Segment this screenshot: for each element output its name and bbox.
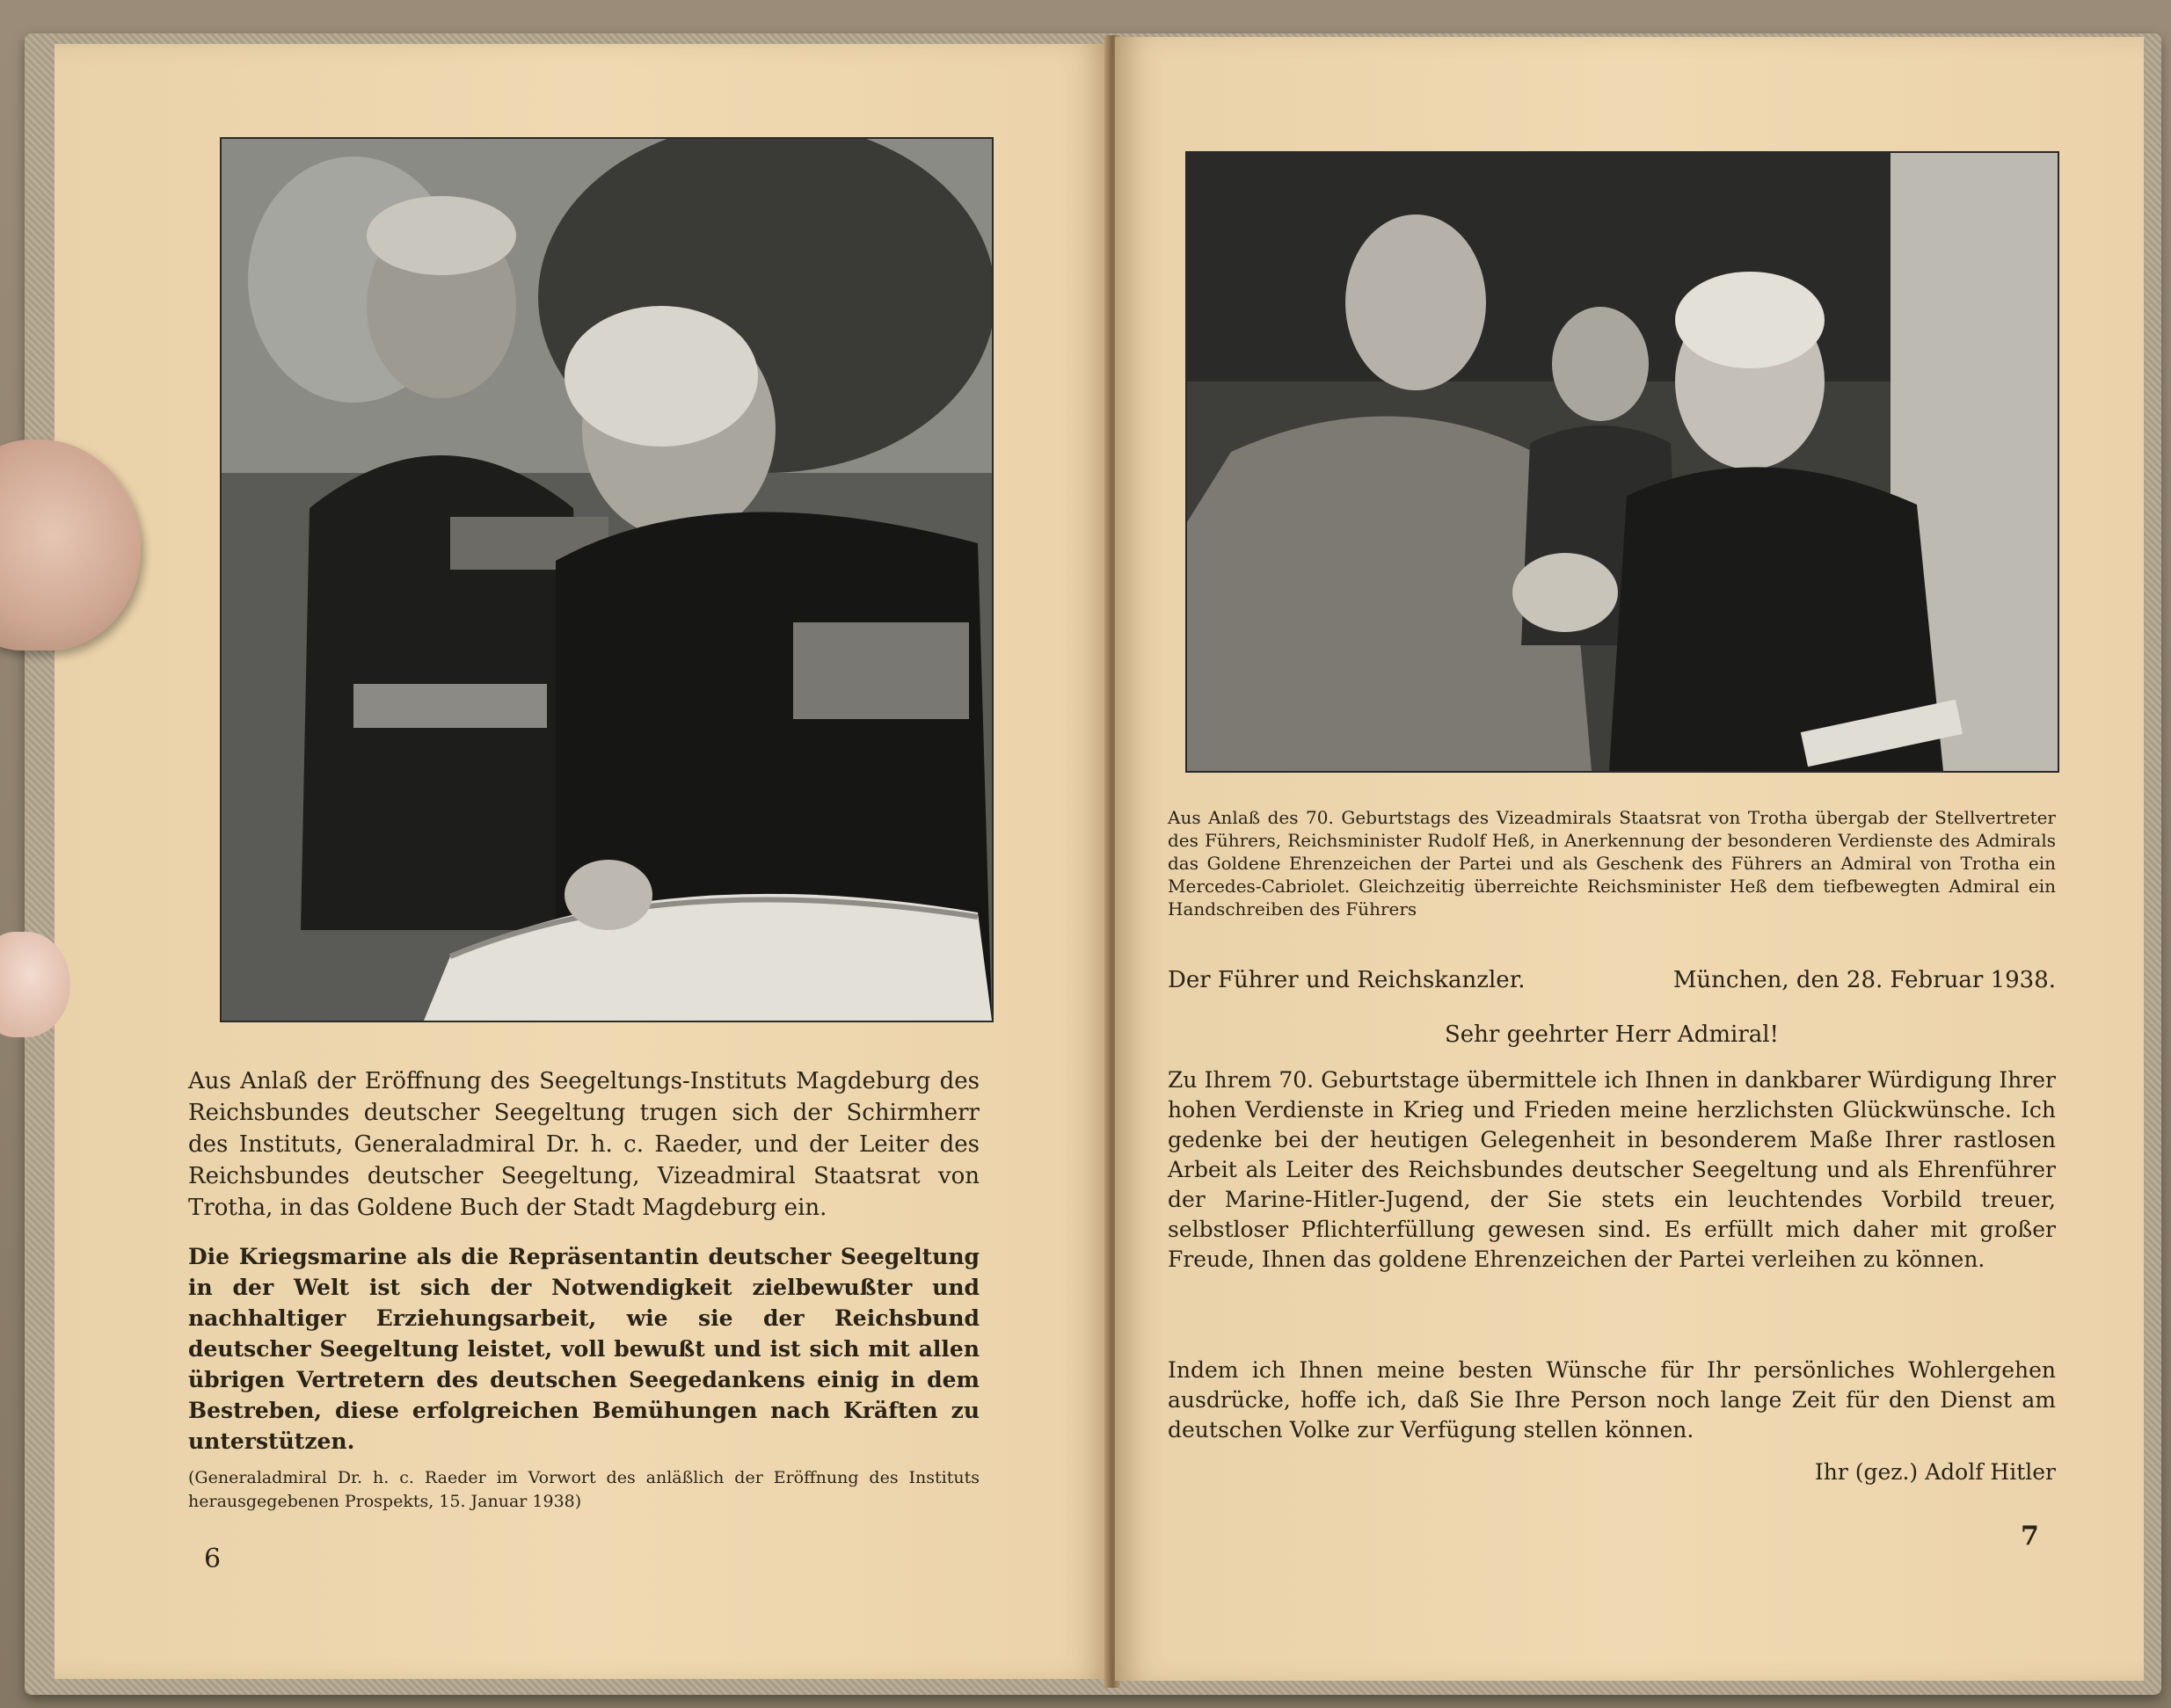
raeder-quote: Die Kriegsmarine als die Repräsentantin deutscher Seegeltung in der Welt ist sich der Notwendigkeit zielbewußter und nachhaltiger Erziehungsarbeit, wie sie der Reichsbund deutscher Seegeltung leistet, voll bewußt und ist sich mit allen übrigen Vertretern des deutschen Seegedankens einig in dem Bestreben, diese erfolgreichen Bemühungen nach Kräften zu unterstützen. [188, 1244, 980, 1454]
page-number-left: 6 [204, 1544, 222, 1574]
page-number-right: 7 [2021, 1521, 2039, 1552]
photo-presentation-illustration [1187, 153, 2058, 771]
photo-birthday-presentation [1185, 151, 2059, 773]
letter-place-date: München, den 28. Februar 1938. [1672, 967, 2056, 993]
letter-paragraph-2: Indem ich Ihnen meine besten Wünsche für Ihr persönliches Wohlergehen ausdrücke, hoffe ich, daß Sie Ihre Person noch lange Zeit für den Dienst am deutschen Volke zur Verfügung stellen können. [1168, 1357, 2056, 1443]
right-photo-caption: Aus Anlaß des 70. Geburtstags des Vizeadmirals Staatsrat von Trotha übergab der Stellvertreter des Führers, Reichsminister Rudolf Heß, in Anerkennung der besonderen Verdienste des Admirals das Goldene Ehrenzeichen der Partei und als Geschenk des Führers an Admiral von Trotha ein Mercedes-Cabriolet. Gleichzeitig überreichte Reichsminister Heß dem tiefbewegten Admiral ein Handschreiben des Führers [1168, 807, 2056, 919]
letter-salutation: Sehr geehrter Herr Admiral! [1444, 1021, 1780, 1048]
quote-source: (Generaladmiral Dr. h. c. Raeder im Vorwort des anläßlich der Eröffnung des Instituts herausgegebenen Prospekts, 15. Januar 1938) [188, 1468, 980, 1511]
photo-signing-illustration [222, 139, 992, 1021]
letter-header [1168, 967, 2056, 993]
left-photo-caption: Aus Anlaß der Eröffnung des Seegeltungs-Instituts Magdeburg des Reichsbundes deutscher Seegeltung trugen sich der Schirmherr des Instituts, Generaladmiral Dr. h. c. Raeder, und der Leiter des Reichsbundes deutscher Seegeltung, Vizeadmiral Staatsrat von Trotha, in das Goldene Buch der Stadt Magdeburg ein. [188, 1068, 980, 1221]
photo-signing-golden-book [220, 137, 994, 1022]
left-page [55, 44, 1110, 1679]
letter-paragraph-1: Zu Ihrem 70. Geburtstage übermittele ich Ihnen in dankbarer Würdigung Ihrer hohen Verdienste in Krieg und Frieden meine herzlichsten Glückwünsche. Ich gedenke bei der heutigen Gelegenheit in besonderem Maße Ihrer rastlosen Arbeit als Leiter des Reichsbundes deutscher Seegeltung und als Ehrenführer der Marine-Hitler-Jugend, der Sie stets ein leuchtendes Vorbild treuer, selbstloser Pflichterfüllung gewesen sind. Es erfüllt mich daher mit großer Freude, Ihnen das goldene Ehrenzeichen der Partei verleihen zu können. [1168, 1067, 2056, 1272]
letter-sender: Der Führer und Reichskanzler. [1168, 967, 1526, 993]
letter-signature: Ihr (gez.) Adolf Hitler [1814, 1459, 2056, 1485]
right-page [1115, 37, 2144, 1681]
